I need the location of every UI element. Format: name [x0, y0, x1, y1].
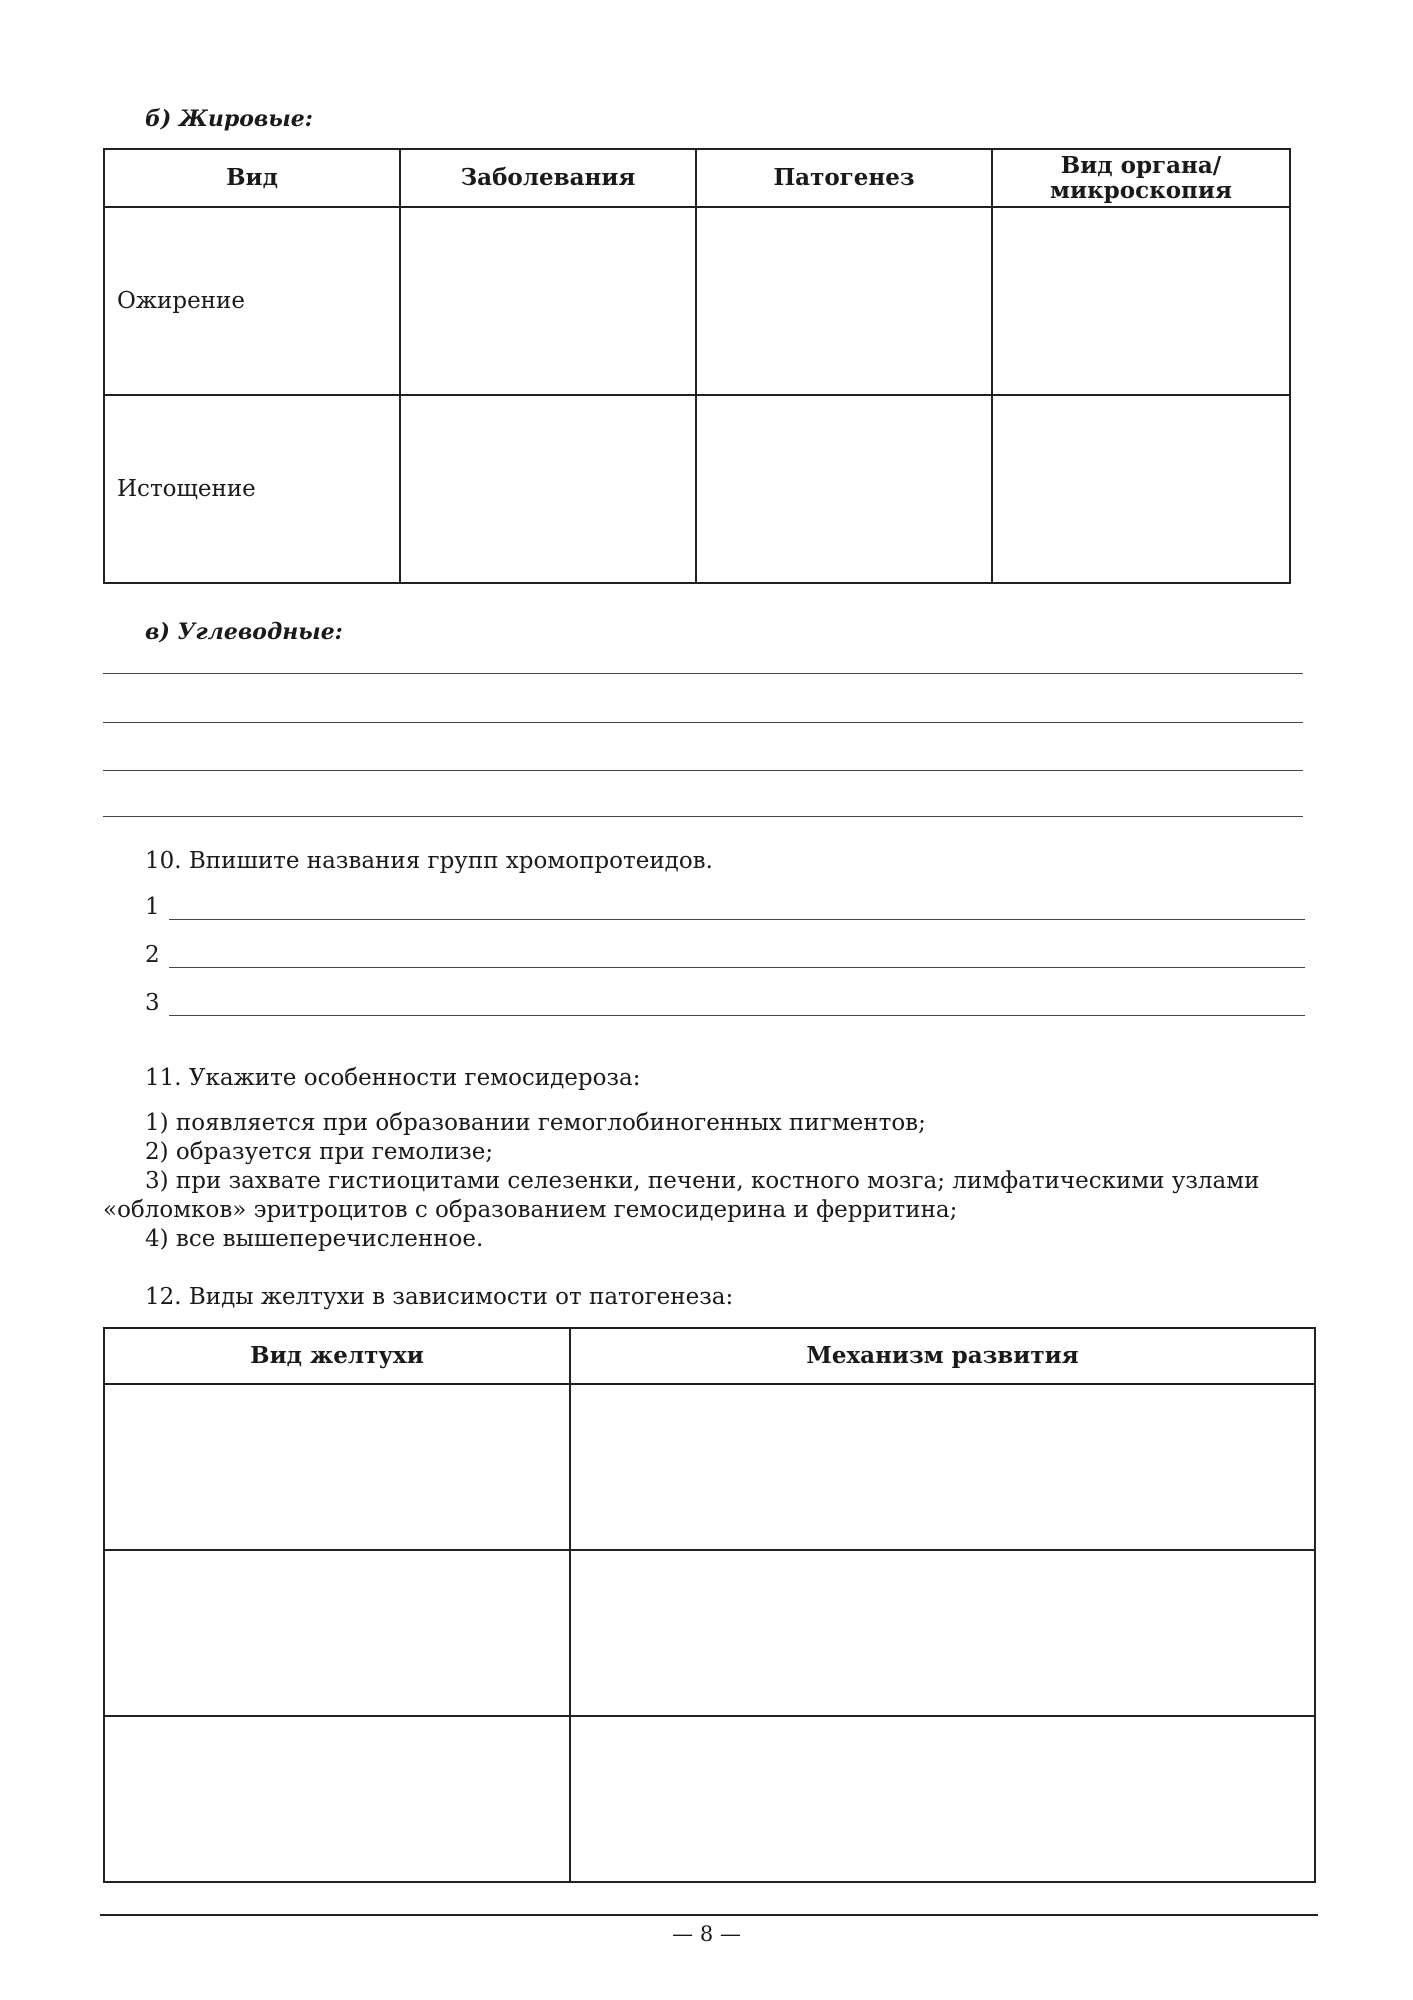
answer-line[interactable] [103, 816, 1303, 817]
table-row [104, 1384, 1315, 1550]
q11-option[interactable]: 3) при захвате гистиоцитами селезенки, печени, костного мозга; лимфатическими узлами [145, 1168, 1260, 1194]
q11-option[interactable]: 2) образуется при гемолизе; [145, 1139, 494, 1165]
table-row [104, 1550, 1315, 1716]
header-vid: Вид [104, 149, 400, 207]
row-label-exhaustion: Истощение [104, 395, 400, 583]
answer-cell[interactable] [570, 1716, 1315, 1882]
header-diseases: Заболевания [400, 149, 696, 207]
q10-item-number: 3 [145, 990, 160, 1016]
header-jaundice-type: Вид желтухи [104, 1328, 570, 1384]
page-number: — 8 — [672, 1922, 741, 1946]
answer-cell[interactable] [696, 207, 992, 395]
answer-line[interactable] [103, 770, 1303, 771]
answer-cell[interactable] [696, 395, 992, 583]
footer-divider [100, 1914, 1318, 1916]
answer-cell[interactable] [570, 1384, 1315, 1550]
answer-line[interactable] [103, 722, 1303, 723]
q12-text: 12. Виды желтухи в зависимости от патогенеза: [145, 1284, 734, 1310]
table-row [104, 395, 1290, 583]
answer-cell[interactable] [104, 1384, 570, 1550]
header-mechanism: Механизм развития [570, 1328, 1315, 1384]
q10-item-number: 1 [145, 894, 160, 920]
header-pathogenesis: Патогенез [696, 149, 992, 207]
fat-heading: б) Жировые: [145, 106, 313, 132]
table-header-row [104, 149, 1290, 207]
carb-heading: в) Углеводные: [145, 619, 343, 645]
fat-dystrophy-table [103, 148, 1291, 584]
answer-cell[interactable] [104, 1550, 570, 1716]
q10-item[interactable] [145, 942, 1305, 972]
answer-cell[interactable] [400, 207, 696, 395]
q11-text: 11. Укажите особенности гемосидероза: [145, 1065, 641, 1091]
answer-cell[interactable] [570, 1550, 1315, 1716]
table-row [104, 207, 1290, 395]
q10-item-number: 2 [145, 942, 160, 968]
q10-item[interactable] [145, 990, 1305, 1020]
answer-line[interactable] [103, 673, 1303, 674]
row-label-obesity: Ожирение [104, 207, 400, 395]
answer-cell[interactable] [992, 207, 1290, 395]
q11-option-continued: «обломков» эритроцитов с образованием гемосидерина и ферритина; [103, 1197, 958, 1223]
q10-item[interactable] [145, 894, 1305, 924]
answer-cell[interactable] [992, 395, 1290, 583]
header-organ-microscopy: Вид органа/ микроскопия [992, 149, 1290, 207]
table-header-row [104, 1328, 1315, 1384]
q10-text: 10. Впишите названия групп хромопротеидов. [145, 848, 713, 874]
answer-cell[interactable] [400, 395, 696, 583]
jaundice-table [103, 1327, 1316, 1883]
q11-option[interactable]: 4) все вышеперечисленное. [145, 1226, 484, 1252]
q11-option[interactable]: 1) появляется при образовании гемоглобиногенных пигментов; [145, 1110, 926, 1136]
answer-cell[interactable] [104, 1716, 570, 1882]
table-row [104, 1716, 1315, 1882]
